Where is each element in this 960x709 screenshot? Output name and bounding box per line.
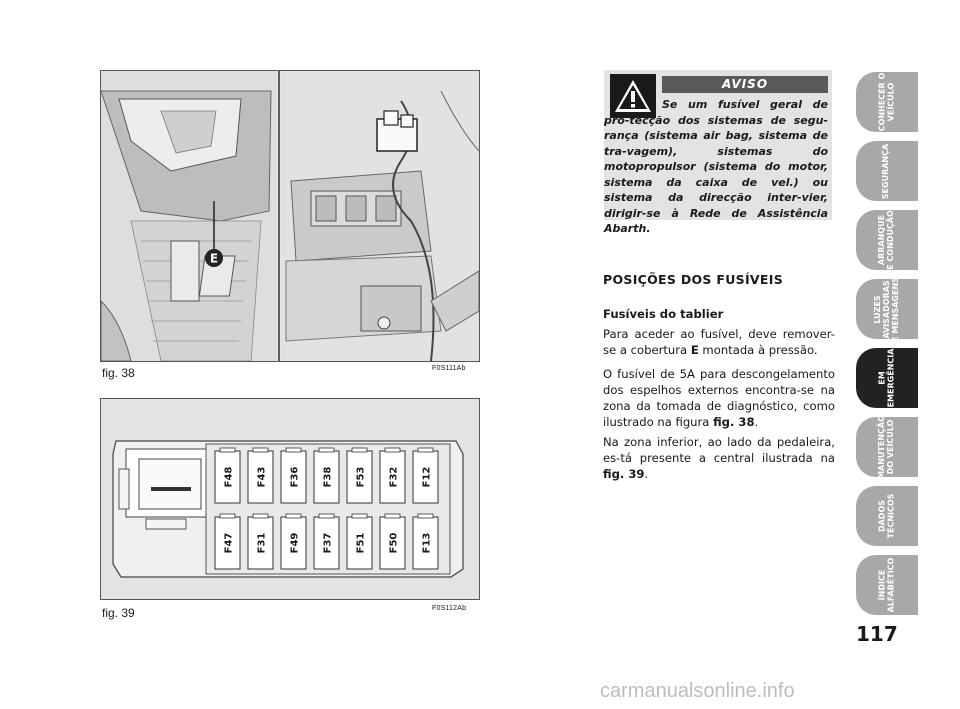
fuse-label-f12: F12 bbox=[421, 466, 433, 488]
fuse-tab-f53 bbox=[352, 448, 367, 452]
callout-e-label: E bbox=[209, 251, 219, 266]
warning-title: AVISO bbox=[662, 76, 828, 93]
figure-39-illustration bbox=[100, 398, 480, 600]
section-subtitle: Fusíveis do tablier bbox=[603, 307, 724, 321]
page-number: 117 bbox=[856, 622, 898, 646]
tab-luzes-avisadoras[interactable]: LUZES AVISADORAS E MENSAGENS bbox=[856, 279, 918, 339]
figure-39-code: F0S112Ab bbox=[432, 605, 467, 612]
fuse-label-f49: F49 bbox=[289, 532, 301, 554]
pedal-area-drawing bbox=[101, 71, 479, 361]
fuse-tab-f32 bbox=[385, 448, 400, 452]
tab-manutencao-do-veiculo[interactable]: MANUTENÇÃO DO VEÍCULO bbox=[856, 417, 918, 477]
fuse-label-f50: F50 bbox=[388, 532, 400, 554]
fuse-label-f31: F31 bbox=[256, 532, 268, 554]
watermark-text: carmanualsonline.info bbox=[600, 680, 795, 702]
figure-38-caption: fig. 38 bbox=[102, 366, 135, 380]
fuse-tab-f50 bbox=[385, 514, 400, 518]
fuse-label-f36: F36 bbox=[289, 466, 301, 488]
fuse-label-f13: F13 bbox=[421, 532, 433, 554]
fuse-tab-f13 bbox=[418, 514, 433, 518]
fuse-tab-f43 bbox=[253, 448, 268, 452]
figure-39-caption: fig. 39 bbox=[102, 606, 135, 620]
fuse-label-f53: F53 bbox=[355, 466, 367, 488]
tab-seguranca[interactable]: SEGURANÇA bbox=[856, 141, 918, 201]
paragraph-2: O fusível de 5A para descongelamento dos espelhos externos encontra-se na zona da tomada de diagnóstico, como ilustrado na figura fig. 38. bbox=[603, 367, 835, 429]
fuse-tab-f38 bbox=[319, 448, 334, 452]
fuse-tab-f48 bbox=[220, 448, 235, 452]
fuse-label-f43: F43 bbox=[256, 466, 268, 488]
warning-box bbox=[604, 70, 832, 235]
fuse-tab-f12 bbox=[418, 448, 433, 452]
paragraph-3: Na zona inferior, ao lado da pedaleira, es-tá presente a central ilustrada na fig. 39. bbox=[603, 435, 835, 481]
paragraph-1: Para aceder ao fusível, deve remover-se a cobertura E montada à pressão. bbox=[603, 327, 835, 357]
fuse-tab-f36 bbox=[286, 448, 301, 452]
fuse-tab-f47 bbox=[220, 514, 235, 518]
fuse-tab-f37 bbox=[319, 514, 334, 518]
tab-arranque-e-conducao[interactable]: ARRANQUE E CONDUÇÃO bbox=[856, 210, 918, 270]
fuse-label-f37: F37 bbox=[322, 532, 334, 554]
fuse-tab-f49 bbox=[286, 514, 301, 518]
figure-38-illustration bbox=[100, 70, 480, 362]
fuse-tab-f31 bbox=[253, 514, 268, 518]
fuse-tab-f51 bbox=[352, 514, 367, 518]
tab-em-emergencia[interactable]: EM EMERGÊNCIA bbox=[856, 348, 918, 408]
fuse-label-f51: F51 bbox=[355, 532, 367, 554]
tab-conhecer-o-veiculo[interactable]: CONHECER O VEÍCULO bbox=[856, 72, 918, 132]
fuse-label-f48: F48 bbox=[223, 466, 235, 488]
fuse-box-drawing bbox=[101, 399, 479, 599]
fuse-label-f38: F38 bbox=[322, 466, 334, 488]
warning-text: Se um fusível geral de pro-tecção dos sistemas de segu-rança (sistema air bag, sistema de tra-vagem), sistemas do motopropulsor (sistema do motor, sistema da caixa de vel.) ou sistema da direcção inter-vier, dirigir-se à Rede de Assistência Abarth. bbox=[604, 98, 828, 235]
tab-indice-alfabetico[interactable]: ÍNDICE ALFABÉTICO bbox=[856, 555, 918, 615]
fuse-label-f47: F47 bbox=[223, 532, 235, 554]
section-title: POSIÇÕES DOS FUSÍVEIS bbox=[603, 272, 783, 287]
fuse-label-f32: F32 bbox=[388, 466, 400, 488]
figure-38-code: F0S111Ab bbox=[432, 365, 466, 372]
tab-dados-tecnicos[interactable]: DADOS TÉCNICOS bbox=[856, 486, 918, 546]
